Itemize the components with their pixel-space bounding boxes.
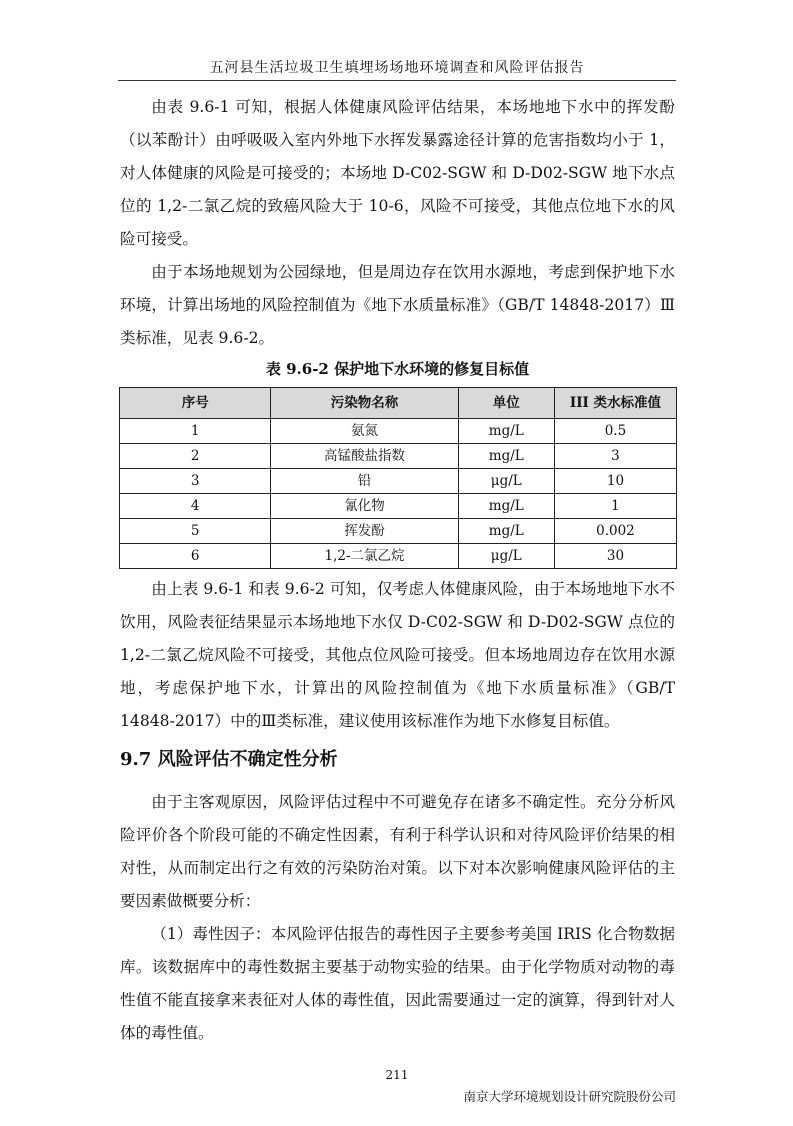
table-cell: 0.5 — [554, 419, 676, 444]
table-row — [120, 419, 677, 444]
table-row — [120, 444, 677, 469]
paragraph: 由于本场地规划为公园绿地，但是周边存在饮用水源地，考虑到保护地下水环境，计算出场地的风险控制值为《地下水质量标准》（GB/T 14848-2017）Ⅲ类标准，见表 9.6-2。 — [120, 263, 675, 347]
page-body — [120, 91, 675, 1050]
table-cell: μg/L — [458, 469, 554, 494]
paragraph: 由上表 9.6-1 和表 9.6-2 可知，仅考虑人体健康风险，由于本场地地下水不饮用，风险表征结果显示本场地地下水仅 D-C02-SGW 和 D-D02-SGW 点位的 1,2-二氯乙烷风险不可接受，其他点位风险可接受。但本场地周边存在饮用水源地，考虑保护地下水，计算出的风险控制值为《地下水质量标准》（GB/T 14848-2017）中的Ⅲ类标准，建议使用该标准作为地下水修复目标值。 — [120, 580, 675, 730]
column-header: 序号 — [120, 388, 271, 419]
table-cell: 高锰酸盐指数 — [271, 444, 458, 469]
table-cell: 氰化物 — [271, 494, 458, 519]
table-cell: 6 — [120, 544, 271, 569]
table-row — [120, 494, 677, 519]
column-header: 污染物名称 — [271, 388, 458, 419]
table-cell: 挥发酚 — [271, 519, 458, 544]
paragraph: （1）毒性因子：本风险评估报告的毒性因子主要参考美国 IRIS 化合物数据库。该数据库中的毒性数据主要基于动物实验的结果。由于化学物质对动物的毒性值不能直接拿来表征对人体的毒性值，因此需要通过一定的演算，得到针对人体的毒性值。 — [120, 925, 675, 1042]
table-cell: μg/L — [458, 544, 554, 569]
table-cell: mg/L — [458, 494, 554, 519]
header-divider — [118, 80, 676, 81]
section-heading: 9.7 风险评估不确定性分析 — [120, 749, 338, 770]
running-header: 五河县生活垃圾卫生填埋场场地环境调查和风险评估报告 — [209, 60, 585, 76]
table-row — [120, 469, 677, 494]
table-cell: 3 — [120, 469, 271, 494]
table-cell: 氨氮 — [271, 419, 458, 444]
spacer — [118, 1050, 676, 1066]
table-caption: 表 9.6-2 保护地下水环境的修复目标值 — [265, 360, 530, 378]
table-header-row — [120, 388, 677, 419]
table-cell: mg/L — [458, 444, 554, 469]
table-cell: 4 — [120, 494, 271, 519]
table-cell: 10 — [554, 469, 676, 494]
table-cell: 1 — [554, 494, 676, 519]
table-cell: 5 — [120, 519, 271, 544]
page-number: 211 — [385, 1068, 409, 1082]
table-cell: 1,2-二氯乙烷 — [271, 544, 458, 569]
table-cell: mg/L — [458, 519, 554, 544]
paragraph: 由于主客观原因，风险评估过程中不可避免存在诸多不确定性。充分分析风险评价各个阶段可能的不确定性因素，有利于科学认识和对待风险评价结果的相对性，从而制定出行之有效的污染防治对策。以下对本次影响健康风险评估的主要因素做概要分析： — [120, 793, 675, 910]
paragraph: 由表 9.6-1 可知，根据人体健康风险评估结果，本场地地下水中的挥发酚（以苯酚计）由呼吸吸入室内外地下水挥发暴露途径计算的危害指数均小于 1，对人体健康的风险是可接受的；本场地 D-C02-SGW 和 D-D02-SGW 地下水点位的 1,2-二氯乙烷的致癌风险大于 10-6，风险不可接受，其他点位地下水的风险可接受。 — [120, 98, 675, 248]
table-cell: 3 — [554, 444, 676, 469]
column-header: 单位 — [458, 388, 554, 419]
page — [118, 0, 676, 1126]
table-row — [120, 544, 677, 569]
table-cell: 1 — [120, 419, 271, 444]
remediation-target-table — [119, 387, 677, 569]
column-header: III 类水标准值 — [554, 388, 676, 419]
footer-organization: 南京大学环境规划设计研究院股份公司 — [463, 1089, 676, 1104]
table-cell: 0.002 — [554, 519, 676, 544]
table-cell: mg/L — [458, 419, 554, 444]
table-cell: 30 — [554, 544, 676, 569]
table-cell: 铅 — [271, 469, 458, 494]
table-row — [120, 519, 677, 544]
table-cell: 2 — [120, 444, 271, 469]
